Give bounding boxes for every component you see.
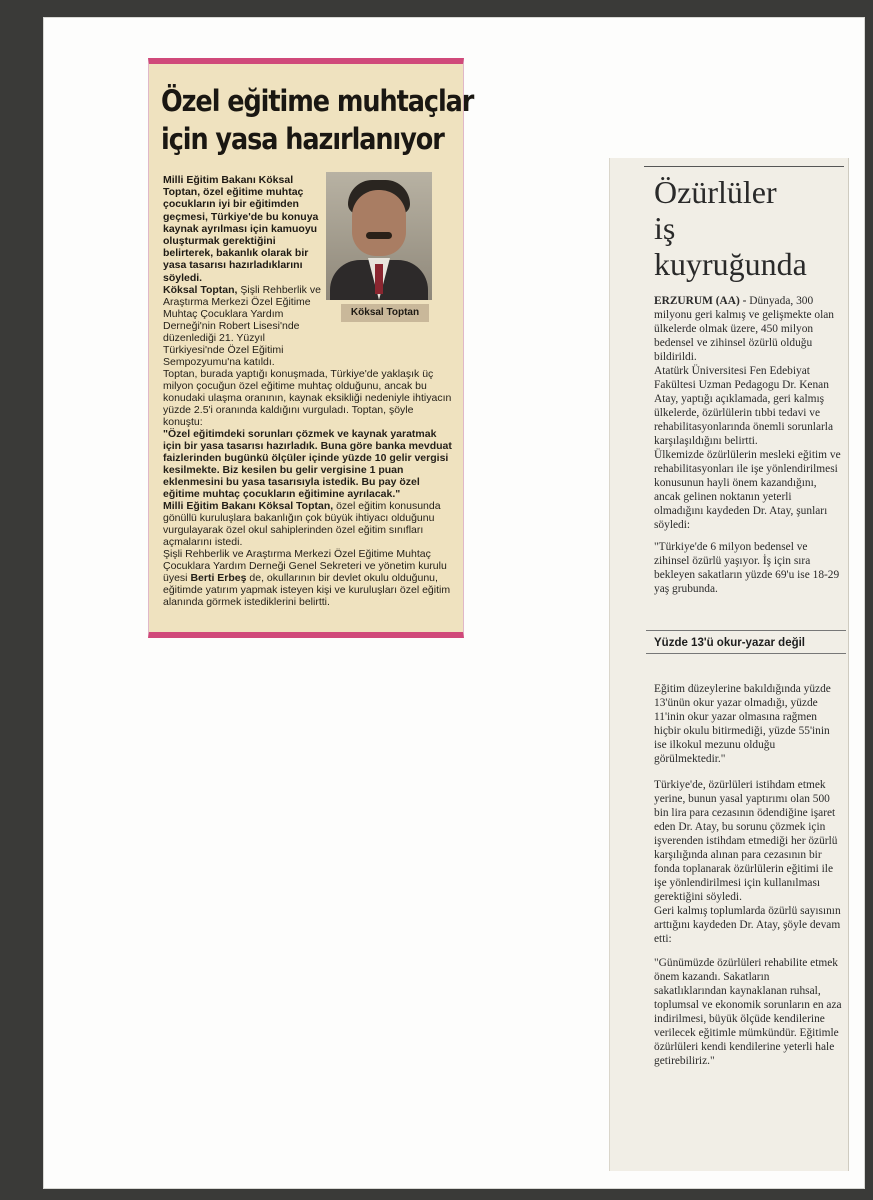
paragraph-4-name: Berti Erbeş bbox=[190, 572, 247, 584]
clipping-headline bbox=[654, 174, 844, 282]
newspaper-clipping-special-education bbox=[148, 58, 474, 638]
newspaper-clipping-disabled-employment bbox=[610, 158, 848, 1171]
headline-line-2: için yasa hazırlanıyor bbox=[161, 122, 444, 156]
subheading-block bbox=[646, 630, 846, 654]
paragraph-4: "Türkiye'de 6 milyon bedensel ve zihinsel özürlü yaşıyor. İş için sıra bekleyen sakatların yüzde 69'u ise 18-29 yaş grubunda. bbox=[654, 541, 840, 595]
paragraph-1-text: Şişli Rehberlik ve Araştırma Merkezi Özel Eğitime Muhtaç Çocuklara Yardım Derneği'nin Robert Lisesi'nde düzenlediği 21. Yüzyıl Türkiyesi'nde Özel Eğitimi Sempozyumu'na katıldı. bbox=[163, 284, 321, 368]
dateline: ERZURUM (AA) - bbox=[654, 295, 747, 307]
paragraph-1 bbox=[654, 294, 842, 364]
paragraph-4 bbox=[163, 548, 453, 608]
lead-paragraph: Milli Eğitim Bakanı Köksal Toptan, özel eğitime muhtaç çocukların iyi bir eğitimden geçmesi, Türkiye'de bu konuya kaynak ayrılması için kamuoyu oluşturmak gerektiğini belirterek, bakanlık olarak bir yasa tasarısı hazırladıklarını söyledi. bbox=[163, 174, 319, 284]
paragraph-1-name: Köksal Toptan, bbox=[163, 284, 238, 296]
subheading: Yüzde 13'ü okur-yazar değil bbox=[654, 637, 805, 649]
headline-line-3: kuyruğunda bbox=[654, 246, 807, 282]
paragraph-2: Atatürk Üniversitesi Fen Edebiyat Fakültesi Uzman Pedagogu Dr. Kenan Atay, yaptığı açıklamada, geri kalmış ülkelerde, özürlülerin tıbbi tedavi ve rehabilitasyonlarında önemli sorunlarla karşılaşıldığını belirtti. bbox=[654, 365, 834, 447]
paragraph-5: Eğitim düzeylerine bakıldığında yüzde 13'ünün okur yazar olmadığı, yüzde 11'inin okur yazar olmasına rağmen hiçbir okulu bitirmediği, yüzde 55'inin ise ilkokul mezunu olduğu görülmektedir." bbox=[654, 683, 831, 765]
paragraph-3-text: özel eğitim konusunda gönüllü kuruluşlara bakanlığın çok büyük ihtiyacı olduğunu vurgulayarak özel okul sahiplerinden özel eğitim sınıfları açmalarını istedi. bbox=[163, 500, 441, 548]
paragraph-8: "Günümüzde özürlüleri rehabilite etmek önem kazandı. Sakatların sakatlıklarından kaynaklanan ruhsal, toplumsal ve ekonomik sorunların en aza indirilmesi, büyük ölçüde kendilerine verilecek eğitimle mümkündür. Eğitimle özürlüleri kendi kendilerine yeterli hale getirebiliriz." bbox=[654, 957, 842, 1067]
paragraph-3: Ülkemizde özürlülerin mesleki eğitim ve rehabilitasyonları ile işe yönlendirilmesi konusunun hayli önem kazandığını, ancak gelinen noktanın yeterli olmadığını kaydeden Dr. Atay, şunları söyledi: bbox=[654, 449, 841, 531]
photo-caption: Köksal Toptan bbox=[341, 304, 429, 322]
paragraph-4-text-b: de, okullarının bir devlet okulu olduğunu, eğitimde yatırım yapmak isteyen kişi ve kuruluşları özel eğitim alanında görmek istediklerini belirtti. bbox=[163, 572, 451, 608]
quote-paragraph: "Özel eğitimdeki sorunları çözmek ve kaynak yaratmak için bir yasa tasarısı hazırladık. Buna göre banka mevduat faizlerinden bugünkü ölçüler içinde yüzde 10 gelir vergisi kesilmekte. Biz kesilen bu gelir vergisine 1 puan eklenmesini bu yasa tasarısıyla istedik. Bu pay özel eğitime muhtaç çocukların eğitimine ayrılacak." bbox=[163, 428, 452, 500]
paragraph-3 bbox=[163, 500, 453, 548]
article-body bbox=[163, 284, 453, 608]
article-body-continued bbox=[654, 682, 842, 1068]
clipping-headline bbox=[161, 82, 474, 158]
top-rule bbox=[644, 166, 844, 167]
headline-line-1: Özürlüler bbox=[654, 174, 777, 210]
headline-line-2: iş bbox=[654, 210, 676, 246]
portrait-photo bbox=[326, 172, 432, 300]
paragraph-4-text-a: Şişli Rehberlik ve Araştırma Merkezi Özel Eğitime Muhtaç Çocuklara Yardım Derneği Genel Sekreteri ve yönetim kurulu üyesi bbox=[163, 548, 447, 584]
paragraph-3-name: Milli Eğitim Bakanı Köksal Toptan, bbox=[163, 500, 334, 512]
paragraph-1-text: Dünyada, 300 milyonu geri kalmış ve gelişmekte olan ülkelerde olmak üzere, 450 milyon bedensel ve zihinsel özürlü olduğu bildirildi. bbox=[654, 295, 834, 363]
paragraph-2: Toptan, burada yaptığı konuşmada, Türkiye'de yaklaşık üç milyon çocuğun özel eğitime muhtaç olduğunu, ancak bu konudaki ulaşma oranının, kaynak eksikliği nedeniyle ihtiyacın yüzde 2.5'i oranında kaldığını vurguladı. Toptan, şöyle konuştu: bbox=[163, 368, 452, 428]
document-page bbox=[44, 18, 864, 1188]
subheading-rule bbox=[646, 653, 846, 654]
paragraph-7: Geri kalmış toplumlarda özürlü sayısının arttığını kaydeden Dr. Atay, şöyle devam etti: bbox=[654, 905, 841, 945]
paragraph-1 bbox=[163, 284, 327, 368]
headline-line-1: Özel eğitime muhtaçlar bbox=[161, 84, 474, 118]
article-body bbox=[654, 294, 842, 596]
paragraph-6: Türkiye'de, özürlüleri istihdam etmek yerine, bunun yasal yaptırımı olan 500 bin lira para cezasının ödendiğine işaret eden Dr. Atay, bu sorunu çözmek için işverenden istihdam etmediği her özürlü karşılığında alınan para cezasının bir fonda toplanarak özürlülerin eğitimi ile işe yönlendirilmesi için kullanılması gerektiğini söyledi. bbox=[654, 779, 838, 903]
